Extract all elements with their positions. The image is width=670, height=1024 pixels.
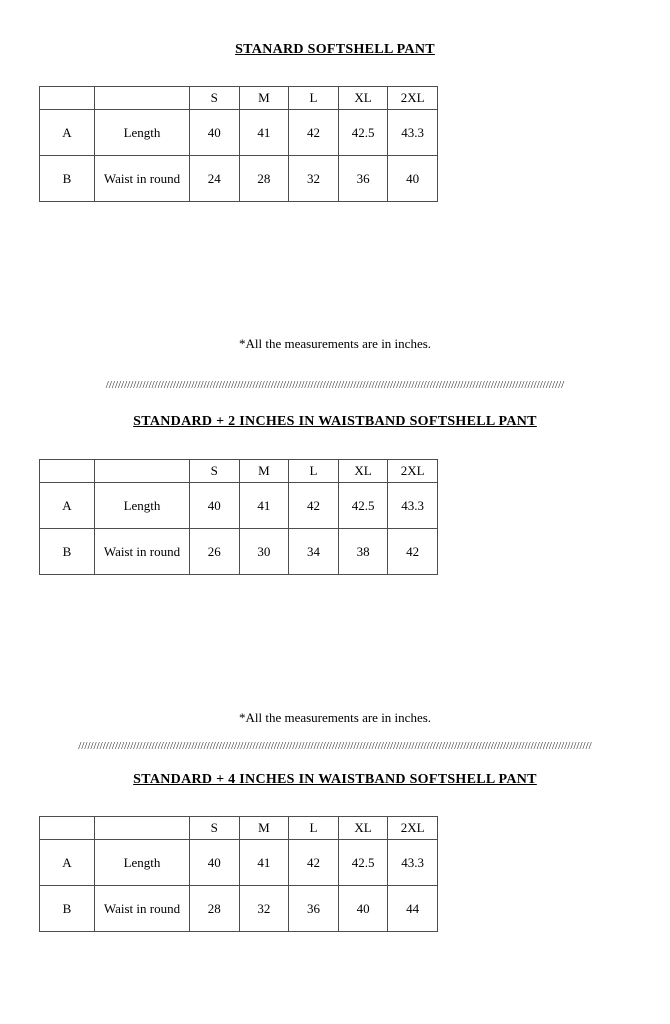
row-label: Waist in round: [95, 529, 190, 575]
row-letter: B: [40, 529, 95, 575]
row-label: Length: [95, 483, 190, 529]
cell-value: 34: [289, 529, 339, 575]
cell-value: 44: [388, 886, 438, 932]
col-header-s: S: [190, 460, 240, 483]
table-header-row: [40, 460, 438, 483]
row-letter: A: [40, 483, 95, 529]
slash-divider: //////////////////////////////////////////////////////////////////////////////////////////////////////////////////////////////////////////////////////: [105, 379, 565, 391]
table-header-row: [40, 87, 438, 110]
col-header-2xl: 2XL: [388, 87, 438, 110]
table-row-length: [40, 483, 438, 529]
measurement-note: *All the measurements are in inches.: [238, 710, 432, 725]
col-header-xl: XL: [338, 817, 388, 840]
size-table: [39, 86, 438, 202]
cell-value: 30: [239, 529, 289, 575]
cell-value: 42: [289, 840, 339, 886]
cell-value: 43.3: [388, 840, 438, 886]
col-header-m: M: [239, 87, 289, 110]
cell-value: 36: [289, 886, 339, 932]
section-title-standard: STANARD SOFTSHELL PANT: [235, 42, 435, 57]
cell-value: 41: [239, 483, 289, 529]
cell-value: 40: [190, 840, 240, 886]
col-header-xl: XL: [338, 460, 388, 483]
cell-value: 41: [239, 840, 289, 886]
cell-value: 28: [190, 886, 240, 932]
cell-value: 40: [190, 110, 240, 156]
row-letter: B: [40, 156, 95, 202]
col-header-s: S: [190, 87, 240, 110]
cell-value: 42.5: [338, 110, 388, 156]
section-title-plus4: STANDARD + 4 INCHES IN WAISTBAND SOFTSHELL PANT: [133, 772, 537, 787]
cell-value: 24: [190, 156, 240, 202]
section-title-plus2: STANDARD + 2 INCHES IN WAISTBAND SOFTSHELL PANT: [133, 414, 537, 429]
table-row-waist: [40, 529, 438, 575]
row-letter: A: [40, 840, 95, 886]
col-header-xl: XL: [338, 87, 388, 110]
col-header-l: L: [289, 87, 339, 110]
col-header-m: M: [239, 817, 289, 840]
empty-header-cell: [40, 460, 95, 483]
cell-value: 26: [190, 529, 240, 575]
cell-value: 42: [388, 529, 438, 575]
col-header-2xl: 2XL: [388, 817, 438, 840]
empty-header-cell: [95, 87, 190, 110]
cell-value: 42: [289, 483, 339, 529]
cell-value: 38: [338, 529, 388, 575]
col-header-2xl: 2XL: [388, 460, 438, 483]
size-table: [39, 459, 438, 575]
cell-value: 42: [289, 110, 339, 156]
size-table: [39, 816, 438, 932]
cell-value: 41: [239, 110, 289, 156]
row-label: Waist in round: [95, 156, 190, 202]
table-row-waist: [40, 156, 438, 202]
row-label: Waist in round: [95, 886, 190, 932]
col-header-s: S: [190, 817, 240, 840]
table-header-row: [40, 817, 438, 840]
empty-header-cell: [95, 817, 190, 840]
slash-divider: ////////////////////////////////////////////////////////////////////////////////////////////////////////////////////////////////////////////////////////////////////////: [78, 740, 592, 752]
cell-value: 36: [338, 156, 388, 202]
cell-value: 32: [239, 886, 289, 932]
table-row-length: [40, 840, 438, 886]
table-row-length: [40, 110, 438, 156]
table-row-waist: [40, 886, 438, 932]
cell-value: 42.5: [338, 840, 388, 886]
measurement-note: *All the measurements are in inches.: [238, 336, 432, 351]
row-letter: A: [40, 110, 95, 156]
cell-value: 32: [289, 156, 339, 202]
cell-value: 40: [388, 156, 438, 202]
row-label: Length: [95, 840, 190, 886]
col-header-l: L: [289, 817, 339, 840]
size-table-standard: [39, 86, 438, 202]
cell-value: 40: [338, 886, 388, 932]
cell-value: 43.3: [388, 110, 438, 156]
cell-value: 28: [239, 156, 289, 202]
empty-header-cell: [40, 87, 95, 110]
cell-value: 42.5: [338, 483, 388, 529]
row-letter: B: [40, 886, 95, 932]
col-header-l: L: [289, 460, 339, 483]
empty-header-cell: [40, 817, 95, 840]
col-header-m: M: [239, 460, 289, 483]
row-label: Length: [95, 110, 190, 156]
cell-value: 40: [190, 483, 240, 529]
cell-value: 43.3: [388, 483, 438, 529]
size-table-plus4: [39, 816, 438, 932]
empty-header-cell: [95, 460, 190, 483]
size-table-plus2: [39, 459, 438, 575]
